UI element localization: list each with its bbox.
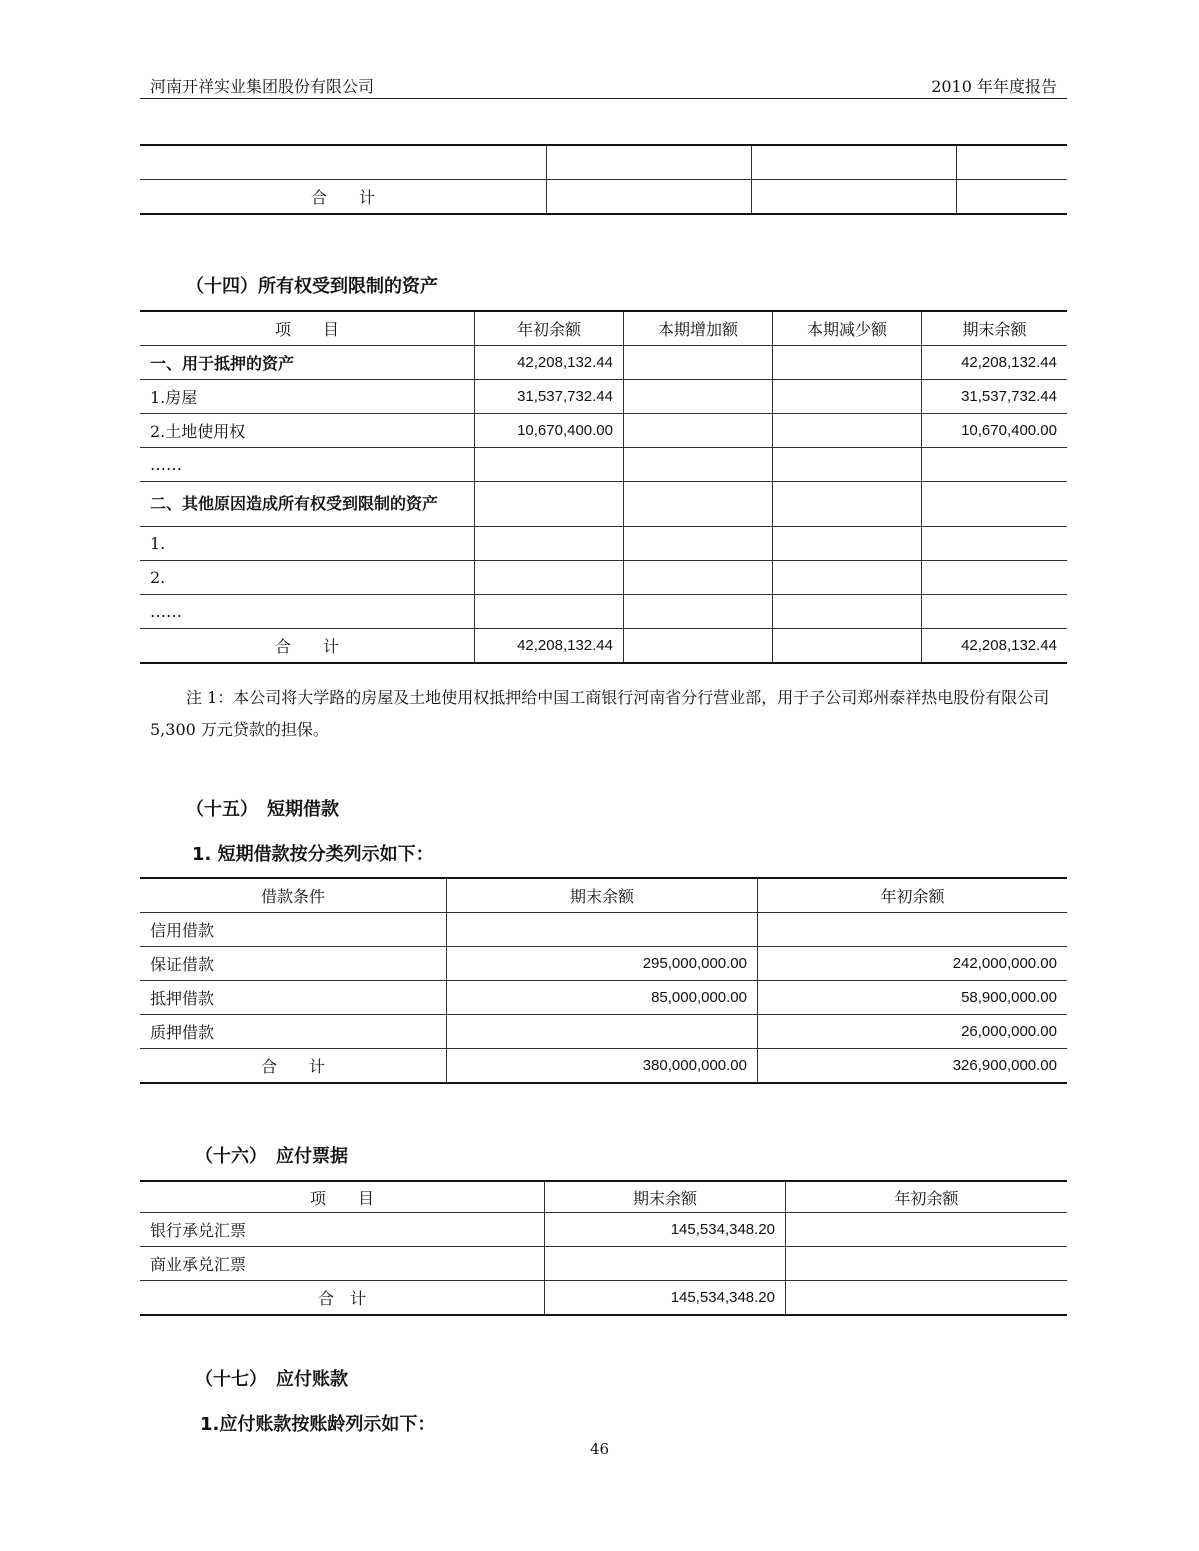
note-1: 注 1：本公司将大学路的房屋及土地使用权抵押给中国工商银行河南省分行营业部，用于子公司郑州泰祥热电股份有限公司 5,300 万元贷款的担保。 <box>150 688 1050 739</box>
table-row: 一、用于抵押的资产 42,208,132.44 42,208,132.44 <box>140 346 1067 380</box>
col-header: 年初余额 <box>786 1181 1068 1213</box>
col-header: 年初余额 <box>475 311 624 346</box>
table-row: 质押借款 26,000,000.00 <box>140 1015 1067 1049</box>
table-row: 2. <box>140 561 1067 595</box>
col-header: 期末余额 <box>545 1181 786 1213</box>
table-row: 商业承兑汇票 <box>140 1247 1067 1281</box>
report-title: 2010 年年度报告 <box>931 77 1057 96</box>
section-16-title: （十六） 应付票据 <box>195 1146 348 1167</box>
table-row: 抵押借款 85,000,000.00 58,900,000.00 <box>140 981 1067 1015</box>
table-header-row <box>140 878 1067 913</box>
col-header: 本期减少额 <box>773 311 922 346</box>
col-header: 本期增加额 <box>624 311 773 346</box>
col-header: 期末余额 <box>447 878 758 913</box>
col-header: 期末余额 <box>922 311 1068 346</box>
company-name: 河南开祥实业集团股份有限公司 <box>150 77 375 96</box>
col-header: 项 目 <box>140 1181 545 1213</box>
notes-payable-table <box>140 1180 1067 1316</box>
section-17-title: （十七） 应付账款 <box>195 1369 348 1390</box>
table-header-row <box>140 1181 1067 1213</box>
col-header: 借款条件 <box>140 878 447 913</box>
table-row: 1. <box>140 527 1067 561</box>
col-header: 年初余额 <box>758 878 1068 913</box>
short-term-loans-table <box>140 877 1067 1084</box>
table-row: 2.土地使用权 10,670,400.00 10,670,400.00 <box>140 414 1067 448</box>
table-row: …… <box>140 595 1067 629</box>
total-label: 合 计 <box>140 180 547 215</box>
table-row <box>140 180 1067 215</box>
table-row: 信用借款 <box>140 913 1067 947</box>
col-header: 项 目 <box>140 311 475 346</box>
section-14-title: （十四）所有权受到限制的资产 <box>186 276 438 297</box>
section-15-title: （十五） 短期借款 <box>186 799 339 820</box>
table-row: …… <box>140 448 1067 482</box>
table-total-row: 合 计 42,208,132.44 42,208,132.44 <box>140 629 1067 664</box>
page-number: 46 <box>589 1440 610 1458</box>
table-row: 1.房屋 31,537,732.44 31,537,732.44 <box>140 380 1067 414</box>
top-continuation-table <box>140 144 1067 215</box>
section-17-subtitle: 1.应付账款按账龄列示如下： <box>200 1414 436 1435</box>
table-row: 银行承兑汇票 145,534,348.20 <box>140 1213 1067 1247</box>
table-row: 保证借款 295,000,000.00 242,000,000.00 <box>140 947 1067 981</box>
table-header-row <box>140 311 1067 346</box>
table-total-row: 合 计 380,000,000.00 326,900,000.00 <box>140 1049 1067 1084</box>
page-header <box>140 70 1067 99</box>
table-row: 二、其他原因造成所有权受到限制的资产 <box>140 482 1067 527</box>
section-15-subtitle: 1. 短期借款按分类列示如下： <box>192 844 434 865</box>
restricted-assets-table <box>140 310 1067 664</box>
table-row <box>140 145 1067 180</box>
table-total-row: 合 计 145,534,348.20 <box>140 1281 1067 1316</box>
